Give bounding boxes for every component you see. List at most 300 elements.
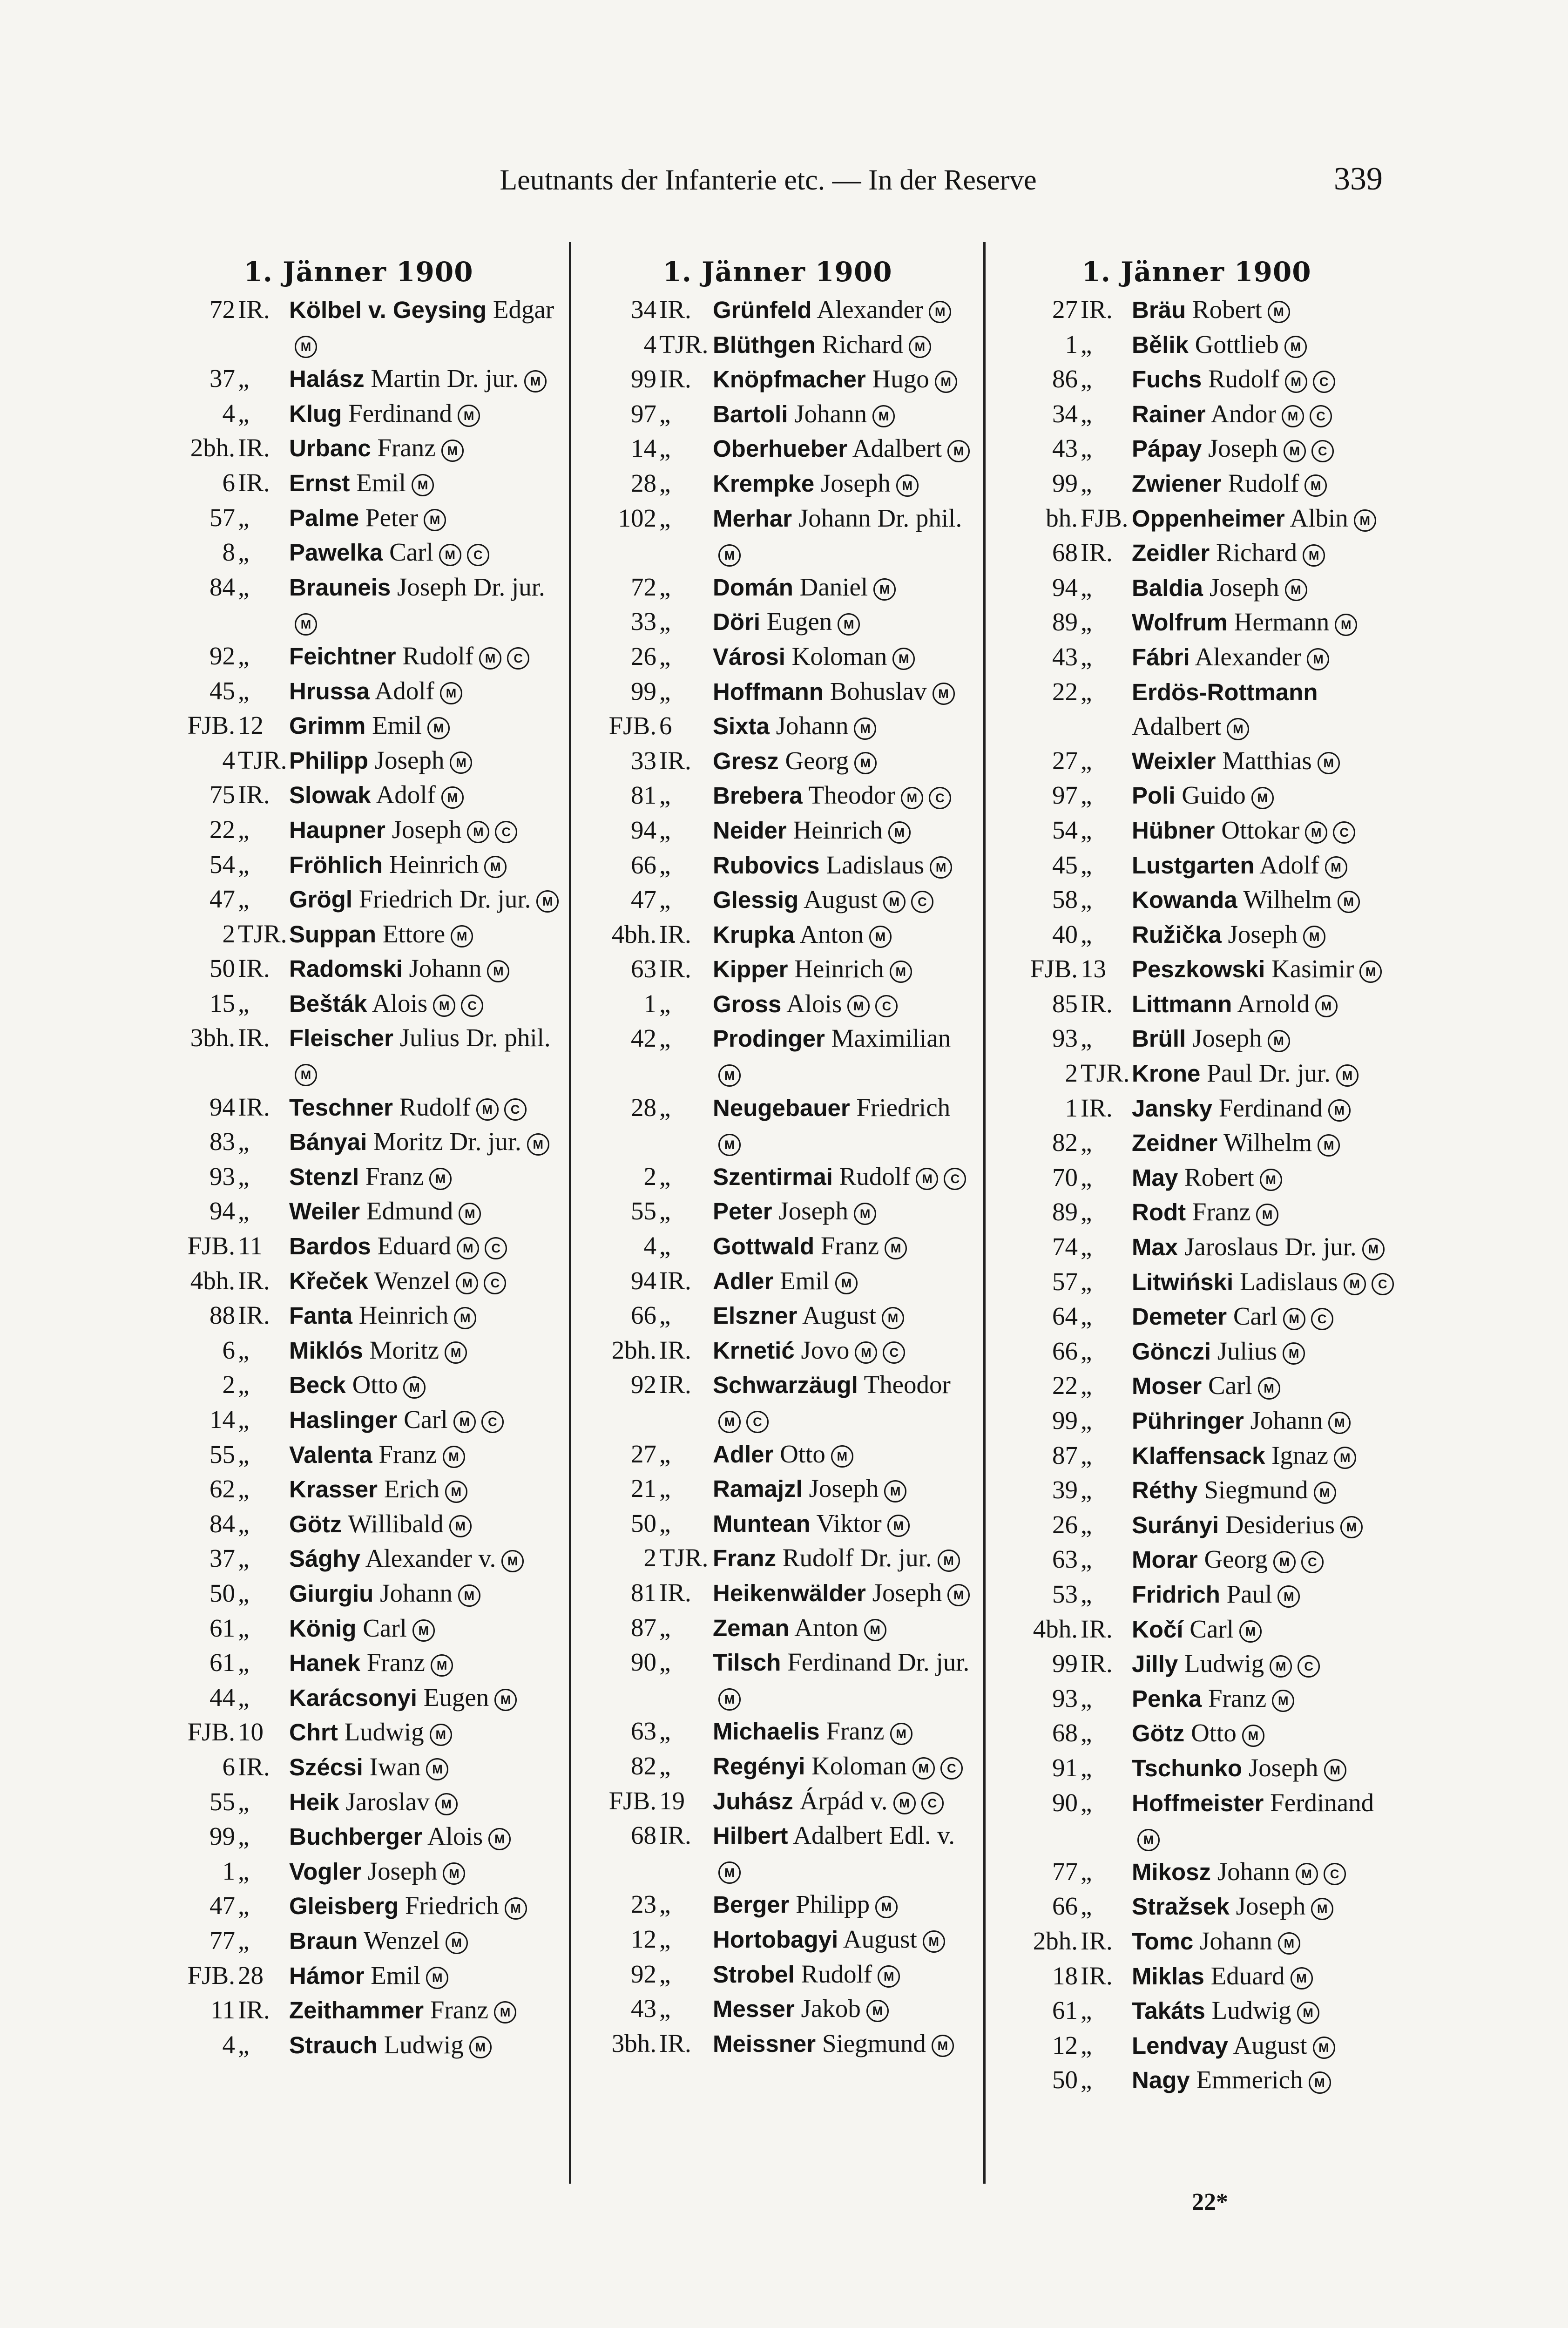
- commemorative-mark-icon: C: [467, 544, 489, 566]
- given-name: Theodor: [864, 1370, 951, 1399]
- regiment-number: 84: [210, 1509, 235, 1538]
- roster-entry: [992, 535, 1401, 570]
- officer-name: [1132, 397, 1401, 432]
- regiment-number: 45: [210, 676, 235, 705]
- merit-mark-icon: M: [430, 1724, 452, 1746]
- merit-mark-icon: M: [445, 1481, 467, 1503]
- unit-type: 10: [238, 1718, 264, 1746]
- officer-name: [289, 1611, 563, 1646]
- regiment-number: 90: [1052, 1788, 1078, 1817]
- roster-entry: [992, 1230, 1401, 1265]
- unit-type: „: [238, 1162, 250, 1191]
- given-name: Johann: [776, 711, 849, 740]
- merit-mark-icon: M: [933, 683, 955, 705]
- regiment-number: 26: [631, 642, 656, 670]
- regiment-number: 102: [618, 503, 656, 532]
- merit-mark-icon: M: [1273, 1551, 1296, 1573]
- merit-mark-icon: M: [1291, 1967, 1313, 1990]
- officer-name: [713, 604, 978, 639]
- regiment-number: 12: [631, 1924, 656, 1953]
- officer-name: [1132, 987, 1401, 1022]
- unit-type: „: [659, 1994, 671, 2023]
- given-name: Gottlieb: [1195, 330, 1279, 359]
- commemorative-mark-icon: C: [883, 1341, 905, 1364]
- running-header: Leutnants der Infanterie etc. — In der Reserve: [500, 164, 1037, 196]
- merit-mark-icon: M: [501, 1550, 524, 1572]
- entries-column: [992, 251, 1401, 2098]
- roster-entry: [577, 1471, 978, 1506]
- officer-name: [1132, 1195, 1401, 1230]
- officer-name: [1132, 605, 1401, 640]
- officer-name: [289, 1993, 563, 2028]
- merit-mark-icon: M: [1251, 787, 1274, 809]
- merit-mark-icon: M: [1227, 718, 1249, 740]
- unit-type: „: [659, 642, 671, 670]
- surname: Fridrich: [1132, 1581, 1220, 1608]
- regiment-number: 61: [210, 1648, 235, 1677]
- merit-mark-icon: M: [427, 717, 450, 739]
- merit-mark-icon: M: [443, 1862, 465, 1885]
- given-name: Friedrich Dr. jur.: [358, 885, 531, 914]
- roster-entry: [154, 674, 563, 709]
- regiment-number: 92: [631, 1370, 656, 1399]
- roster-entry: [577, 501, 978, 570]
- merit-mark-icon: M: [854, 1203, 876, 1225]
- surname: Demeter: [1132, 1303, 1227, 1330]
- given-name: Friedrich: [856, 1093, 951, 1122]
- surname: Bányai: [289, 1129, 367, 1156]
- surname: Krempke: [713, 470, 815, 497]
- given-name: Martin Dr. jur.: [371, 364, 519, 393]
- given-name: Carl: [1190, 1614, 1234, 1643]
- unit-type: „: [1081, 1996, 1092, 2025]
- merit-mark-icon: M: [295, 336, 317, 358]
- given-name: Koloman: [811, 1751, 907, 1780]
- roster-entry: [154, 1645, 563, 1680]
- regiment-number: 64: [1052, 1302, 1078, 1331]
- roster-entry: [577, 1818, 978, 1887]
- unit-type: IR.: [238, 1092, 270, 1121]
- given-name: Alois: [372, 988, 428, 1017]
- merit-mark-icon: M: [1362, 1238, 1385, 1260]
- roster-entry: [577, 952, 978, 987]
- surname: Glessig: [713, 887, 799, 914]
- given-name: Anton: [794, 1613, 858, 1642]
- regiment-number: 37: [210, 1544, 235, 1573]
- merit-mark-icon: M: [440, 682, 462, 704]
- roster-entry: [992, 1334, 1401, 1369]
- given-name: Maximilian: [831, 1024, 951, 1053]
- regiment-number: 3bh.: [190, 1023, 235, 1052]
- roster-entry: [154, 1298, 563, 1333]
- regiment-number: 66: [1052, 1892, 1078, 1921]
- merit-mark-icon: M: [916, 1168, 938, 1190]
- merit-mark-icon: M: [527, 1133, 549, 1156]
- given-name: Johann: [409, 954, 482, 983]
- given-name: Joseph: [1192, 1024, 1262, 1053]
- officer-name: [289, 1229, 563, 1264]
- merit-mark-icon: M: [487, 960, 509, 982]
- surname: Halász: [289, 365, 365, 393]
- regiment-number: 22: [1052, 1371, 1078, 1400]
- merit-mark-icon: M: [429, 1168, 452, 1190]
- merit-mark-icon: M: [718, 544, 741, 567]
- officer-name: [289, 917, 563, 952]
- regiment-number: 72: [631, 572, 656, 601]
- given-name: Adalbert Edl. v.: [793, 1821, 955, 1850]
- surname: Braun: [289, 1927, 358, 1954]
- given-name: Johann: [380, 1578, 453, 1607]
- officer-name: [1132, 882, 1401, 917]
- roster-entry: [992, 1854, 1401, 1889]
- surname: Prodinger: [713, 1025, 825, 1052]
- surname: Weixler: [1132, 747, 1216, 774]
- regiment-number: 27: [1052, 295, 1078, 324]
- unit-type: „: [659, 1232, 671, 1260]
- surname: Penka: [1132, 1685, 1202, 1712]
- roster-entry: [154, 1541, 563, 1576]
- roster-entry: [992, 1091, 1401, 1126]
- regiment-number: 72: [210, 295, 235, 324]
- surname: Knöpfmacher: [713, 366, 866, 393]
- roster-entry: [577, 1922, 978, 1957]
- roster-entry: [992, 1299, 1401, 1334]
- given-name: Richard: [1216, 538, 1298, 567]
- surname: Hoffmann: [713, 678, 824, 705]
- given-name: Heinrich: [358, 1301, 449, 1330]
- given-name: Kasimir: [1271, 954, 1354, 983]
- regiment-number: 93: [1052, 1684, 1078, 1712]
- regiment-number: 82: [1052, 1128, 1078, 1157]
- surname: Mikosz: [1132, 1858, 1211, 1885]
- regiment-number: 57: [1052, 1267, 1078, 1296]
- regiment-number: 27: [1052, 746, 1078, 775]
- unit-type: „: [238, 1891, 250, 1920]
- merit-mark-icon: M: [1338, 891, 1360, 913]
- roster-entry: [154, 1576, 563, 1611]
- unit-type: „: [238, 1613, 250, 1642]
- regiment-number: 27: [631, 1439, 656, 1468]
- unit-type: „: [1081, 1267, 1092, 1296]
- officer-name: [1132, 327, 1401, 362]
- officer-name: [1132, 1334, 1401, 1369]
- given-name: Rudolf Dr. jur.: [782, 1543, 932, 1572]
- unit-type: „: [238, 1335, 250, 1364]
- unit-type: „: [659, 572, 671, 601]
- regiment-number: 2bh.: [190, 433, 235, 462]
- unit-type: „: [1081, 365, 1092, 393]
- merit-mark-icon: M: [424, 509, 446, 531]
- merit-mark-icon: M: [869, 926, 892, 948]
- given-name: Robert: [1184, 1163, 1254, 1191]
- regiment-number: 4: [222, 399, 235, 427]
- roster-entry: [992, 675, 1401, 744]
- unit-type: „: [1081, 1336, 1092, 1365]
- unit-type: „: [1081, 1232, 1092, 1261]
- surname: Moser: [1132, 1373, 1202, 1400]
- roster-entry: [154, 361, 563, 396]
- regiment-number: FJB.: [187, 711, 235, 740]
- officer-name: [713, 917, 978, 952]
- given-name: Carl: [404, 1405, 448, 1434]
- surname: Palme: [289, 504, 359, 531]
- roster-entry: [154, 1888, 563, 1923]
- unit-type: „: [1081, 781, 1092, 810]
- surname: Krone: [1132, 1060, 1201, 1087]
- surname: Pawelka: [289, 539, 383, 566]
- regiment-number: 2bh.: [611, 1335, 656, 1364]
- merit-mark-icon: M: [1305, 821, 1327, 844]
- officer-name: [713, 431, 978, 466]
- merit-mark-icon: M: [932, 2035, 954, 2057]
- officer-name: [713, 1437, 978, 1472]
- unit-type: „: [1081, 1892, 1092, 1921]
- roster-entry: [992, 1751, 1401, 1786]
- merit-mark-icon: M: [426, 1758, 448, 1780]
- surname: Krnetić: [713, 1337, 795, 1364]
- given-name: Theodor: [808, 781, 895, 810]
- commemorative-mark-icon: C: [921, 1792, 944, 1814]
- roster-entry: [154, 2028, 563, 2063]
- merit-mark-icon: M: [864, 1619, 886, 1641]
- surname: Hanek: [289, 1650, 361, 1677]
- surname: Miklas: [1132, 1963, 1204, 1990]
- officer-name: [1132, 1716, 1401, 1751]
- surname: Ramajzl: [713, 1475, 803, 1502]
- officer-name: [713, 1714, 978, 1749]
- regiment-number: 82: [631, 1751, 656, 1780]
- unit-type: „: [659, 468, 671, 497]
- given-name: Siegmund: [1204, 1475, 1308, 1504]
- unit-type: IR.: [1081, 538, 1113, 567]
- given-name: Andor: [1210, 399, 1276, 428]
- surname: Brüll: [1132, 1025, 1186, 1052]
- roster-entry: [154, 1159, 563, 1194]
- given-name: Adolf: [376, 780, 436, 809]
- unit-type: „: [1081, 330, 1092, 359]
- given-name: Franz: [1208, 1684, 1267, 1712]
- surname: Teschner: [289, 1094, 393, 1121]
- merit-mark-icon: M: [494, 2001, 516, 2023]
- given-name: Heinrich: [389, 850, 479, 879]
- officer-name: [1132, 1508, 1401, 1543]
- surname: Strobel: [713, 1961, 795, 1988]
- roster-entry: [992, 848, 1401, 883]
- regiment-number: 4bh.: [611, 920, 656, 948]
- merit-mark-icon: M: [947, 1584, 970, 1606]
- given-name: Moritz: [369, 1335, 439, 1364]
- merit-mark-icon: M: [1318, 752, 1340, 774]
- roster-entry: [154, 1367, 563, 1402]
- given-name: Adalbert: [1132, 712, 1222, 741]
- officer-name: [289, 1090, 563, 1125]
- regiment-number: 75: [210, 780, 235, 809]
- given-name: Wenzel: [364, 1926, 440, 1955]
- regiment-number: 99: [631, 365, 656, 393]
- unit-type: „: [1081, 1128, 1092, 1157]
- regiment-number: 55: [210, 1787, 235, 1816]
- surname: Miklós: [289, 1337, 363, 1364]
- officer-name: [289, 1645, 563, 1680]
- officer-name: [289, 674, 563, 709]
- officer-name: [289, 466, 563, 501]
- regiment-number: 4: [643, 1232, 656, 1260]
- surname: Valenta: [289, 1441, 372, 1468]
- officer-name: [713, 1749, 978, 1784]
- roster-entry: [577, 813, 978, 848]
- regiment-number: 92: [631, 1959, 656, 1988]
- merit-mark-icon: M: [454, 1307, 476, 1329]
- commemorative-mark-icon: C: [1372, 1273, 1394, 1295]
- merit-mark-icon: M: [467, 821, 489, 843]
- officer-name: [289, 1715, 563, 1750]
- unit-type: 13: [1081, 954, 1106, 983]
- unit-type: „: [1081, 1753, 1092, 1782]
- surname: Brauneis: [289, 574, 391, 601]
- officer-name: [1132, 917, 1401, 952]
- given-name: Carl: [389, 538, 433, 567]
- regiment-number: 23: [631, 1890, 656, 1919]
- regiment-number: 68: [631, 1821, 656, 1850]
- surname: Pápay: [1132, 435, 1202, 462]
- unit-type: „: [1081, 573, 1092, 602]
- roster-entry: [992, 1716, 1401, 1751]
- surname: Merhar: [713, 505, 792, 532]
- surname: Bardos: [289, 1233, 371, 1260]
- surname: Giurgiu: [289, 1580, 374, 1607]
- roster-entry: [577, 639, 978, 674]
- roster-entry: [154, 1750, 563, 1785]
- regiment-number: 4: [222, 745, 235, 774]
- surname: Baldia: [1132, 574, 1203, 601]
- unit-type: IR.: [238, 780, 270, 809]
- officer-name: [289, 1437, 563, 1472]
- unit-type: „: [238, 1822, 250, 1851]
- unit-type: „: [1081, 1371, 1092, 1400]
- roster-entry: [154, 1124, 563, 1159]
- surname: Juhász: [713, 1787, 793, 1814]
- regiment-number: 94: [1052, 573, 1078, 602]
- officer-name: [713, 1887, 978, 1922]
- roster-entry: [577, 1957, 978, 1992]
- surname: Hrussa: [289, 677, 370, 704]
- surname: Krupka: [713, 921, 795, 948]
- regiment-number: 33: [631, 607, 656, 636]
- officer-name: [1132, 1542, 1401, 1577]
- regiment-number: 15: [210, 988, 235, 1017]
- roster-entry: [992, 1056, 1401, 1091]
- regiment-number: 62: [210, 1475, 235, 1503]
- merit-mark-icon: M: [295, 613, 317, 636]
- surname: Fábri: [1132, 643, 1190, 670]
- regiment-number: 58: [1052, 885, 1078, 914]
- surname: Neider: [713, 817, 787, 844]
- given-name: Alois: [786, 989, 842, 1018]
- given-name: Rudolf: [1228, 468, 1299, 497]
- surname: Muntean: [713, 1510, 811, 1537]
- officer-name: [713, 674, 978, 709]
- roster-entry: [154, 1402, 563, 1437]
- unit-type: IR.: [659, 295, 691, 324]
- roster-entry: [992, 2028, 1401, 2063]
- regiment-number: FJB.: [187, 1718, 235, 1746]
- officer-name: [713, 639, 978, 674]
- officer-name: [713, 2026, 978, 2061]
- surname: Domán: [713, 574, 793, 601]
- officer-name: [713, 466, 978, 501]
- regiment-number: 11: [210, 1996, 235, 2024]
- regiment-number: 63: [1052, 1545, 1078, 1574]
- merit-mark-icon: M: [896, 474, 919, 497]
- unit-type: „: [1081, 434, 1092, 463]
- regiment-number: 1: [1065, 1093, 1078, 1122]
- roster-entry: [577, 570, 978, 605]
- given-name: Alexander v.: [365, 1544, 496, 1573]
- given-name: Emil: [372, 711, 422, 740]
- roster-entry: [154, 708, 563, 743]
- roster-entry: [992, 292, 1401, 327]
- unit-type: „: [238, 676, 250, 705]
- unit-type: IR.: [659, 1266, 691, 1295]
- surname: Gross: [713, 990, 782, 1017]
- surname: Vogler: [289, 1858, 361, 1885]
- officer-name: [289, 1576, 563, 1611]
- merit-mark-icon: M: [1328, 1412, 1351, 1434]
- unit-type: „: [238, 1683, 250, 1712]
- officer-name: [713, 1367, 978, 1436]
- surname: Weiler: [289, 1198, 360, 1225]
- merit-mark-icon: M: [1268, 1030, 1290, 1052]
- roster-entry: [577, 848, 978, 883]
- officer-name: [1132, 813, 1401, 848]
- regiment-number: 4bh.: [190, 1266, 235, 1295]
- surname: Bešták: [289, 990, 367, 1017]
- officer-name: [289, 882, 563, 917]
- officer-name: [1132, 1924, 1401, 1959]
- regiment-number: 22: [1052, 677, 1078, 706]
- merit-mark-icon: M: [1258, 1377, 1280, 1400]
- roster-entry: [992, 1160, 1401, 1195]
- merit-mark-icon: M: [912, 1757, 935, 1780]
- roster-entry: [154, 1611, 563, 1646]
- surname: Peter: [713, 1198, 772, 1225]
- officer-name: [289, 1507, 563, 1542]
- regiment-number: 84: [210, 572, 235, 601]
- roster-entry: [992, 1924, 1401, 1959]
- given-name: Siegmund: [822, 2029, 926, 2057]
- merit-mark-icon: M: [1318, 1134, 1340, 1157]
- roster-entry: [577, 744, 978, 778]
- roster-entry: [577, 466, 978, 501]
- officer-name: [1132, 640, 1401, 675]
- regiment-number: 8: [222, 538, 235, 567]
- surname: Messer: [713, 1996, 795, 2023]
- merit-mark-icon: M: [453, 1411, 476, 1433]
- given-name: Ignaz: [1271, 1441, 1329, 1469]
- roster-entry: [992, 1403, 1401, 1438]
- unit-type: IR.: [1081, 1649, 1113, 1678]
- officer-name: [1132, 744, 1401, 778]
- given-name: Emmerich: [1196, 2065, 1303, 2094]
- unit-type: „: [1081, 1406, 1092, 1435]
- officer-name: [1132, 952, 1401, 987]
- unit-type: „: [238, 1856, 250, 1885]
- given-name: Joseph: [367, 1856, 438, 1885]
- given-name: Ferdinand: [348, 399, 453, 427]
- merit-mark-icon: M: [1283, 1308, 1305, 1330]
- unit-type: IR.: [238, 1996, 270, 2024]
- surname: Grimm: [289, 712, 366, 739]
